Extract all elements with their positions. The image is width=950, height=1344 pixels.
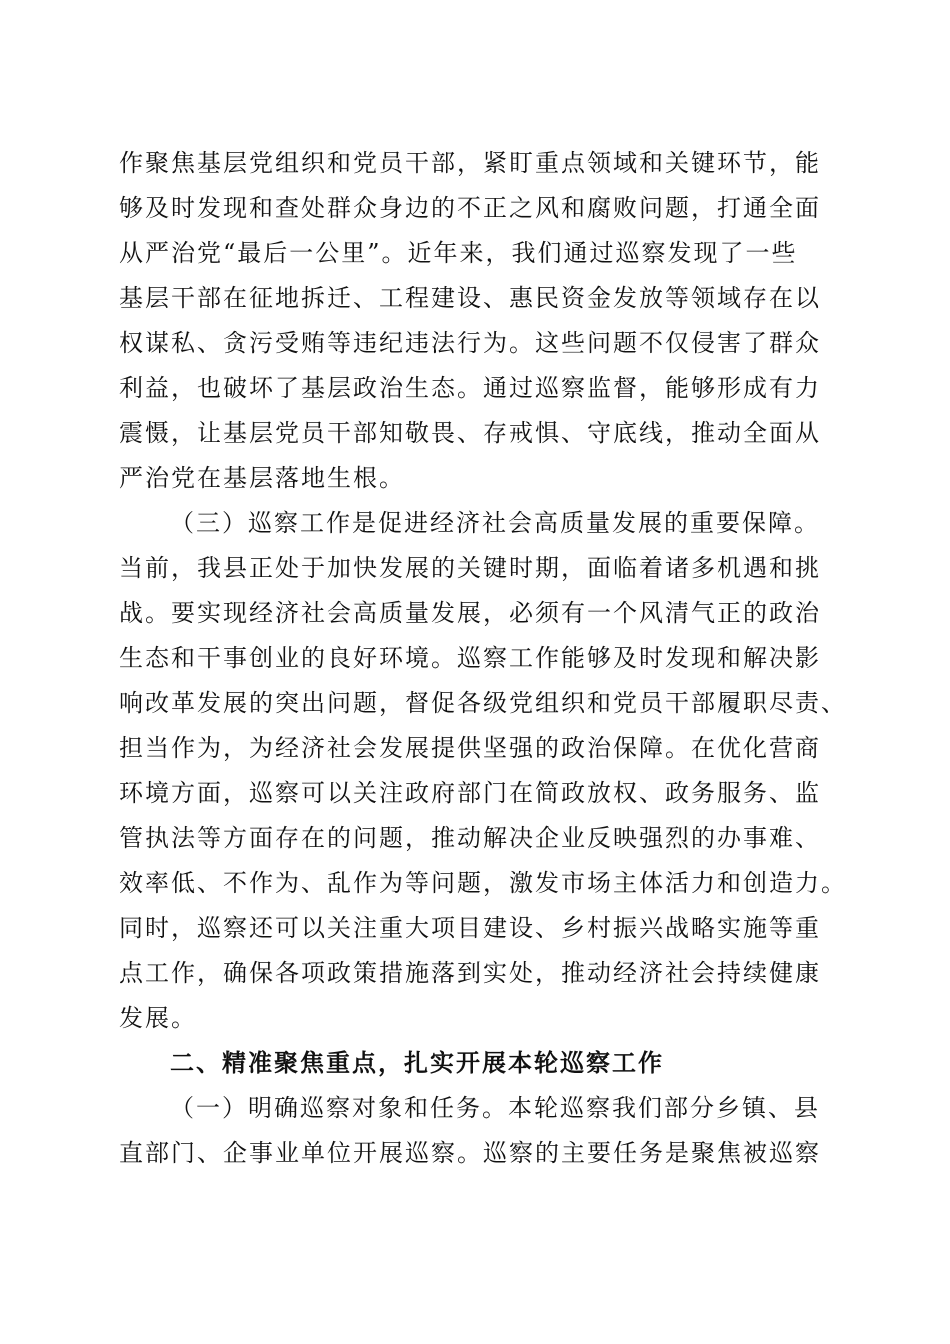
body-text-line: 直部门、企事业单位开展巡察。巡察的主要任务是聚焦被巡察 [119, 1139, 821, 1167]
body-text-line: 从严治党“最后一公里”。近年来，我们通过巡察发现了一些 [119, 239, 798, 267]
body-text-line: 严治党在基层落地生根。 [119, 464, 405, 492]
section-heading-2: 二、精准聚焦重点，扎实开展本轮巡察工作 [170, 1048, 664, 1077]
body-text-line: 基层干部在征地拆迁、工程建设、惠民资金发放等领域存在以 [119, 284, 821, 312]
body-text-line: 效率低、不作为、乱作为等问题，激发市场主体活力和创造力。 [119, 869, 847, 897]
subheading-section-1: （一）明确巡察对象和任务。本轮巡察我们部分乡镇、县 [170, 1094, 820, 1122]
body-text-line: 发展。 [119, 1004, 197, 1032]
body-text-line: 权谋私、贪污受贿等违纪违法行为。这些问题不仅侵害了群众 [119, 329, 821, 357]
body-text-line: 震慑，让基层党员干部知敬畏、存戒惧、守底线，推动全面从 [119, 419, 821, 447]
body-text-line: 管执法等方面存在的问题，推动解决企业反映强烈的办事难、 [119, 824, 821, 852]
body-text-line: 够及时发现和查处群众身边的不正之风和腐败问题，打通全面 [119, 194, 821, 222]
body-text-line: 作聚焦基层党组织和党员干部，紧盯重点领域和关键环节，能 [119, 149, 821, 177]
body-text-line: 同时，巡察还可以关注重大项目建设、乡村振兴战略实施等重 [119, 914, 821, 942]
subheading-section-3: （三）巡察工作是促进经济社会高质量发展的重要保障。 [170, 509, 820, 537]
body-text-line: 环境方面，巡察可以关注政府部门在简政放权、政务服务、监 [119, 779, 821, 807]
body-text-line: 担当作为，为经济社会发展提供坚强的政治保障。在优化营商 [119, 734, 821, 762]
body-text-line: 点工作，确保各项政策措施落到实处，推动经济社会持续健康 [119, 959, 821, 987]
body-text-line: 响改革发展的突出问题，督促各级党组织和党员干部履职尽责、 [119, 689, 847, 717]
body-text-line: 当前，我县正处于加快发展的关键时期，面临着诸多机遇和挑 [119, 554, 821, 582]
body-text-line: 战。要实现经济社会高质量发展，必须有一个风清气正的政治 [119, 599, 821, 627]
body-text-line: 生态和干事创业的良好环境。巡察工作能够及时发现和解决影 [119, 644, 821, 672]
body-text-line: 利益，也破坏了基层政治生态。通过巡察监督，能够形成有力 [119, 374, 821, 402]
